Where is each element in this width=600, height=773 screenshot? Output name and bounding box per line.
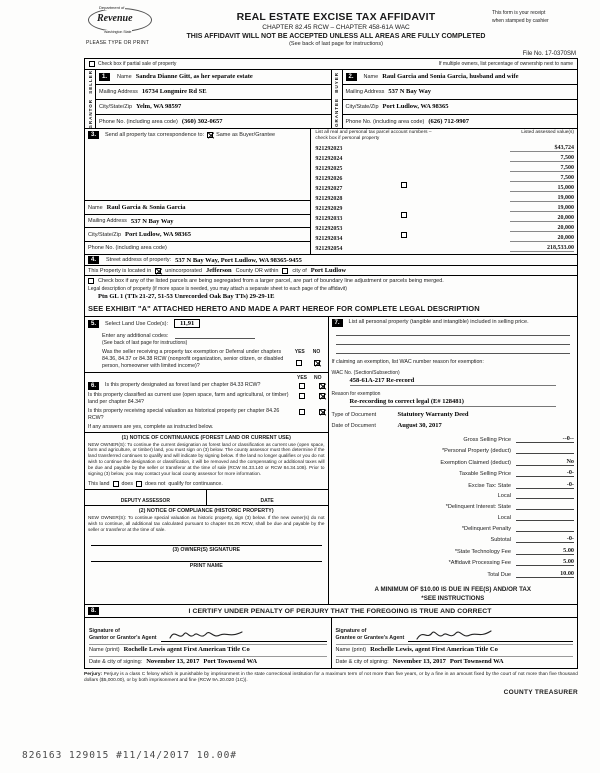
- seller-grantor-section: [85, 70, 332, 128]
- segregated-checkbox[interactable]: [88, 278, 94, 284]
- fee-row: [332, 458, 574, 466]
- parcel-row: [315, 142, 574, 152]
- file-number: File No. 17-0370SM: [522, 51, 576, 57]
- left-column: [85, 317, 329, 604]
- parcel-assessed-value[interactable]: 7,500: [510, 155, 574, 162]
- certify-statement: I CERTIFY UNDER PENALTY OF PERJURY THAT THE FOREGOING IS TRUE AND CORRECT: [188, 607, 492, 615]
- q3-no-checkbox[interactable]: [319, 409, 325, 415]
- parcel-assessed-value[interactable]: 15,000: [510, 185, 574, 192]
- fee-label: Taxable Selling Price: [459, 471, 511, 478]
- receipt-note-line2: when stamped by cashier: [492, 17, 549, 24]
- grantor-signature-label: [89, 628, 157, 642]
- qualify-pre-label: This land: [88, 480, 110, 487]
- personal-property-label: List all personal property (tangible and intangible) included in selling price.: [348, 319, 529, 326]
- parties-row: [85, 69, 577, 128]
- compliance-title: (2) NOTICE OF COMPLIANCE (HISTORIC PROPERTY): [138, 507, 274, 514]
- parcel-row: [315, 192, 574, 202]
- parcel-assessed-value[interactable]: 19,000: [510, 205, 574, 212]
- grantee-name-row: [336, 644, 574, 654]
- header-left: [84, 5, 180, 46]
- fee-label: *Delinquent Penalty: [461, 526, 511, 533]
- parcel-assessed-value[interactable]: 19,000: [510, 195, 574, 202]
- qualify-post-label: qualify for continuance.: [168, 480, 223, 487]
- forest-land-question-text: Is this property designated as forest land per chapter 84.33 RCW?: [105, 382, 261, 389]
- deputy-assessor-row: [85, 489, 328, 505]
- fee-value[interactable]: -0-: [516, 535, 574, 543]
- deputy-assessor-label: DEPUTY ASSESSOR: [120, 497, 170, 504]
- same-as-buyer-label: Same as Buyer/Grantee: [216, 132, 276, 139]
- buyer-city-label: City/State/Zip: [345, 103, 379, 110]
- exemption-reason-value[interactable]: Re-recording to correct legal (E# 128481): [350, 398, 556, 407]
- fee-row: [332, 492, 574, 500]
- buyer-name-label: Name: [363, 73, 379, 80]
- parcel-row: [315, 212, 574, 222]
- q2-yes-checkbox[interactable]: [299, 393, 305, 399]
- see-back-note: (See back of last page for instructions): [289, 41, 383, 47]
- additional-codes-row: [102, 331, 325, 339]
- historic-property-question: [85, 407, 328, 423]
- fee-value[interactable]: [516, 514, 574, 522]
- document-type-row: [332, 411, 574, 418]
- grantee-signature-block: [332, 618, 578, 668]
- fee-value[interactable]: No: [516, 458, 574, 466]
- deputy-assessor-cell: [85, 490, 207, 505]
- current-use-question: [85, 391, 328, 407]
- wac-number-label: WAC No. (Section/Subsection): [331, 370, 400, 377]
- grantee-name-label: Name (print): [335, 647, 367, 654]
- buyer-city-value[interactable]: Port Ludlow, WA 98365: [382, 103, 449, 111]
- grantor-signature-field[interactable]: [161, 626, 327, 642]
- buyer-phone-label: Phone No. (including area code): [345, 118, 425, 125]
- buyer-phone-row: [343, 115, 578, 129]
- fee-value[interactable]: -0-: [516, 481, 574, 489]
- see-back-instructions-note: (See back of last page for instructions): [102, 340, 188, 347]
- correspondence-city-value[interactable]: Port Ludlow, WA 98365: [125, 231, 191, 239]
- section-7-exemption-fees: [329, 317, 577, 604]
- buyer-mailing-row: [343, 85, 578, 100]
- grantee-city-value[interactable]: Port Townsend WA: [449, 658, 504, 666]
- form-body: [84, 58, 578, 669]
- fee-row: [332, 435, 574, 443]
- parcel-number[interactable]: 921292029: [315, 206, 343, 213]
- document-type-value[interactable]: Statutory Warranty Deed: [397, 411, 469, 419]
- correspondence-name-label: Name: [88, 204, 103, 211]
- grantee-date-row: [336, 656, 574, 666]
- buyer-phone-value[interactable]: (626) 712-9907: [428, 118, 470, 125]
- fee-label: Excise Tax: State: [468, 482, 511, 489]
- parcel-row: [315, 222, 574, 232]
- owners-signature-label: (3) OWNER(S) SIGNATURE: [172, 547, 241, 554]
- exemption-reason-field: [332, 391, 574, 407]
- fee-row: [332, 570, 574, 578]
- grantee-signature-label: [336, 628, 405, 642]
- parcel-assessed-value[interactable]: 20,000: [510, 225, 574, 232]
- affidavit-form: [84, 5, 578, 696]
- fee-value[interactable]: 5.00: [516, 558, 574, 566]
- grantee-side-word: GRANTEE: [334, 97, 339, 127]
- continuance-qualify-row: [85, 479, 328, 489]
- q1-no-checkbox[interactable]: [319, 383, 325, 389]
- seller-mailing-value[interactable]: 16734 Longmire Rd SE: [141, 88, 207, 96]
- seller-city-label: City/State/Zip: [99, 103, 133, 110]
- header-center: [180, 8, 492, 47]
- logo-state-text: Washington State: [104, 30, 132, 34]
- correspondence-mailing-row: [85, 214, 310, 228]
- parcel-number[interactable]: 921292025: [315, 166, 343, 173]
- parcel-assessed-value[interactable]: 7,500: [510, 175, 574, 182]
- section-6-badge: 6.: [88, 382, 99, 390]
- fee-value[interactable]: [516, 447, 574, 455]
- document-date-row: [332, 422, 574, 429]
- parcel-assessed-value[interactable]: 218,533.00: [510, 245, 574, 252]
- exemption-no-checkbox[interactable]: [314, 360, 320, 366]
- buyer-mailing-label: Mailing Address: [345, 88, 385, 95]
- parcel-number[interactable]: 921292033: [315, 216, 343, 223]
- personal-property-blank-line[interactable]: [336, 327, 570, 336]
- personal-property-checkbox[interactable]: [401, 232, 407, 238]
- section-4-badge: 4.: [88, 256, 99, 264]
- additional-codes-blank[interactable]: [175, 331, 255, 339]
- grantor-agent-label: Grantor or Grantor's Agent: [89, 635, 157, 642]
- does-not-qualify-checkbox[interactable]: [136, 481, 142, 487]
- signature-of-label: Signature of: [335, 628, 367, 635]
- fee-row: [332, 503, 574, 511]
- continuance-title: (1) NOTICE OF CONTINUANCE (FOREST LAND OR CURRENT USE): [121, 434, 291, 441]
- land-use-code-value[interactable]: 11,91: [174, 319, 200, 328]
- exemption-note: If claiming an exemption, list WAC number reason for exemption:: [331, 359, 484, 366]
- right-column: [329, 317, 577, 604]
- fee-value[interactable]: 10.00: [516, 570, 574, 578]
- signature-of-label: Signature of: [89, 628, 120, 635]
- assessor-date-cell: [207, 490, 328, 505]
- grantee-date-value[interactable]: November 13, 2017: [392, 658, 446, 666]
- fee-row: [332, 535, 574, 543]
- print-name-line[interactable]: [91, 561, 322, 562]
- does-label: does: [121, 480, 133, 487]
- notice-of-compliance: [85, 505, 328, 535]
- document-date-label: Date of Document: [331, 423, 376, 430]
- exhibit-a-note: SEE EXHIBIT "A" ATTACHED HERETO AND MADE A PART HEREOF FOR COMPLETE LEGAL DESCRIPTION: [88, 304, 480, 314]
- fee-value[interactable]: [516, 525, 574, 533]
- same-as-buyer-checkbox[interactable]: [207, 132, 213, 138]
- notice-of-continuance: [85, 432, 328, 479]
- seller-phone-row: [96, 115, 331, 129]
- additional-codes-label: Enter any additional codes:: [102, 333, 169, 340]
- receipt-note: [492, 8, 578, 25]
- grantor-date-row: [89, 656, 327, 666]
- form-header: [84, 5, 578, 47]
- correspondence-mailing-label: Mailing Address: [88, 218, 127, 225]
- seller-city-row: [96, 100, 331, 115]
- no-header: NO: [314, 375, 322, 382]
- fee-row: [332, 525, 574, 533]
- logo-revenue-text: Revenue: [97, 13, 133, 24]
- street-address-label: Street address of property:: [106, 257, 172, 264]
- land-use-label: Select Land Use Code(s):: [105, 320, 168, 327]
- top-row: [85, 59, 577, 69]
- parcel-assessed-value[interactable]: 20,000: [510, 235, 574, 242]
- segregated-label: Check box if any of the listed parcels are being segregated from a larger parcel, are part of boundary line adjustment or parcels being merged.: [98, 277, 444, 284]
- seller-phone-label: Phone No. (including area code): [99, 118, 178, 125]
- fee-label: *Personal Property (deduct): [441, 448, 511, 455]
- buyer-name-row: [343, 70, 578, 85]
- see-instructions-note: *SEE INSTRUCTIONS: [421, 595, 485, 603]
- grantee-signature-field[interactable]: [408, 626, 573, 642]
- parcel-number[interactable]: 921292054: [315, 246, 343, 253]
- fee-label: Subtotal: [490, 537, 511, 544]
- legal-description-block: [85, 285, 577, 302]
- unincorporated-label: unincorporated: [165, 267, 202, 274]
- county-treasurer-label: COUNTY TREASURER: [503, 688, 578, 696]
- grantor-name-row: [89, 644, 327, 654]
- seller-phone-value[interactable]: (360) 302-0657: [181, 118, 223, 125]
- fee-row: [332, 481, 574, 489]
- fee-row: [332, 447, 574, 455]
- grantor-signature-block: [85, 618, 332, 668]
- section-8-certification: [85, 604, 577, 668]
- minimum-due-note: A MINIMUM OF $10.00 IS DUE IN FEE(S) AND/OR TAX: [374, 586, 532, 594]
- section-8-badge: 8.: [88, 607, 99, 615]
- buyer-grantee-section: [332, 70, 578, 128]
- yes-header: YES: [297, 375, 308, 382]
- parcel-row: [315, 202, 574, 212]
- segregated-row: [85, 276, 577, 285]
- partial-sale-label: Check box if partial sale of property: [98, 61, 177, 67]
- seller-side-word: SELLER: [87, 70, 93, 94]
- parcel-number[interactable]: 921292026: [315, 176, 343, 183]
- parcel-number[interactable]: 921292027: [315, 186, 343, 193]
- fee-label: Gross Selling Price: [463, 437, 511, 444]
- section-5-land-use: [85, 317, 328, 373]
- owners-signature-block: [85, 534, 328, 571]
- fee-row: [332, 547, 574, 555]
- parcel-assessed-value[interactable]: 7,500: [510, 165, 574, 172]
- grantor-side-word: GRANTOR: [87, 98, 93, 129]
- receipt-note-line1: This form is your receipt: [492, 10, 546, 16]
- street-address-value[interactable]: 537 N Bay Way, Port Ludlow, WA 98365-9455: [175, 256, 302, 264]
- fee-value[interactable]: -0-: [516, 469, 574, 477]
- fee-value[interactable]: 5.00: [516, 547, 574, 555]
- document-type-label: Type of Document: [331, 412, 377, 419]
- if-yes-note: If any answers are yes, complete as instructed below.: [88, 423, 214, 430]
- buyer-grantee-side-label: [332, 70, 343, 128]
- q3-yes-checkbox[interactable]: [299, 409, 305, 415]
- seller-name-row: [96, 70, 331, 85]
- form-chapter: CHAPTER 82.45 RCW – CHAPTER 458-61A WAC: [262, 24, 410, 31]
- perjury-statement: [84, 672, 578, 684]
- street-address-row: [85, 255, 577, 266]
- current-use-question-text: Is this property classified as current use (open space, farm and agricultural, or timber) land per chapter 84.34?: [88, 392, 289, 405]
- wac-number-field: [332, 370, 574, 386]
- grantor-name-value[interactable]: Rochelle Lewis agent First American Title Co: [123, 646, 250, 654]
- fee-table: [332, 435, 574, 581]
- document-date-value[interactable]: August 30, 2017: [397, 422, 442, 430]
- section-1-badge: 1.: [99, 73, 110, 81]
- middle-columns: [85, 316, 577, 604]
- personal-property-blank-line[interactable]: [336, 345, 570, 354]
- parcel-assessed-value[interactable]: 20,000: [510, 215, 574, 222]
- form-title: REAL ESTATE EXCISE TAX AFFIDAVIT: [236, 11, 436, 23]
- located-in-row: [85, 266, 577, 276]
- parcel-row: [315, 182, 574, 192]
- buyer-mailing-value[interactable]: 537 N Bay Way: [388, 88, 432, 96]
- parcel-number[interactable]: 921292034: [315, 236, 343, 243]
- fee-label: *Affidavit Processing Fee: [448, 560, 511, 567]
- section-6-classification: [85, 373, 328, 604]
- no-header: NO: [312, 349, 321, 356]
- city-checkbox[interactable]: [282, 268, 288, 274]
- seller-name-label: Name: [117, 73, 132, 80]
- fee-label: Total Due: [487, 571, 511, 578]
- parcel-number[interactable]: 921292024: [315, 156, 343, 163]
- parcel-list-header: List all real and personal tax parcel account numbers – check box if personal property: [315, 130, 432, 141]
- exemption-reason-label: Reason for exemption: [331, 391, 381, 398]
- seller-mailing-row: [96, 85, 331, 100]
- buyer-name-value[interactable]: Raul Garcia and Sonia Garcia, husband and wife: [382, 73, 519, 81]
- legal-description-value[interactable]: Ptn GL 1 (TTs 21-27, 51-53 Unrecorded Oak Bay TTs) 29-29-1E: [98, 293, 275, 301]
- does-qualify-checkbox[interactable]: [113, 481, 119, 487]
- buyer-side-word: BUYER: [334, 71, 339, 93]
- correspondence-city-row: [85, 227, 310, 241]
- dept-of-revenue-logo-icon: [88, 5, 152, 34]
- grantee-name-value[interactable]: Rochelle Lewis, agent First American Title Co: [370, 646, 498, 654]
- perjury-text: Perjury is a class C felony which is punishable by imprisonment in the state correctional institution for a maximum term of not more than five years, or by a fine in an amount fixed by the court of not more than five thousand dollars ($5,000.00), or by both imprisonment and fine (RCW 9A.20.020 (1C)).: [84, 672, 578, 684]
- perjury-label: Perjury:: [84, 672, 103, 678]
- grantor-date-label: Date & city of signing:: [89, 659, 143, 666]
- correspondence-mailing-value[interactable]: 537 N Bay Way: [130, 217, 174, 225]
- located-in-label: This Property is located in: [88, 267, 152, 274]
- grantor-city-value[interactable]: Port Townsend WA: [203, 658, 258, 666]
- parcel-row: [315, 152, 574, 162]
- correspondence-name-row: [85, 200, 310, 214]
- parcel-number[interactable]: 921292023: [315, 146, 343, 153]
- seller-name-value[interactable]: Sandra Dianne Gitt, as her separate estate: [135, 73, 253, 81]
- parcel-row: [315, 242, 574, 252]
- correspondence-recipient: [85, 129, 311, 254]
- grantor-signature-icon: [167, 627, 247, 643]
- tax-exemption-question: [88, 349, 325, 370]
- treasurer-receipt-stamp: 826163 129015 #11/14/2017 10.00#: [22, 750, 238, 761]
- assessed-values-header: Listed assessed value(s): [521, 130, 574, 136]
- grantor-name-label: Name (print): [89, 647, 120, 654]
- buyer-city-row: [343, 100, 578, 115]
- fee-label: *State Technology Fee: [454, 548, 511, 555]
- fee-label: Exemption Claimed (deduct): [440, 459, 511, 466]
- please-type-or-print-label: PLEASE TYPE OR PRINT: [86, 40, 150, 46]
- compliance-text: NEW OWNER(S): To continue special valuation as historic property, sign (3) below. If the new owner(s) do not wish to continue, all additional tax calculated pursuant to chapter 84.26 RCW, shall be due and payable by the seller or transferor at the time of sale.: [88, 514, 325, 532]
- legal-description-label: Legal description of property (if more space is needed, you may attach a separate sheet to each page of the affidavit): [88, 286, 347, 293]
- multiple-owners-note: If multiple owners, list percentage of ownership next to name: [438, 61, 573, 67]
- parcel-number[interactable]: 921292053: [315, 226, 343, 233]
- city-value[interactable]: Port Ludlow: [310, 267, 347, 275]
- correspondence-phone-label: Phone No. (including area code): [88, 245, 167, 252]
- county-or-label: County OR within: [235, 267, 279, 274]
- personal-property-checkbox[interactable]: [401, 182, 407, 188]
- assessor-date-label: DATE: [260, 497, 274, 504]
- unincorporated-checkbox[interactable]: [155, 268, 161, 274]
- fee-row: [332, 514, 574, 522]
- correspondence-city-label: City/State/Zip: [88, 231, 122, 238]
- city-of-label: city of: [292, 267, 307, 274]
- send-correspondence-label: Send all property tax correspondence to:: [105, 132, 205, 139]
- partial-sale-checkbox[interactable]: [89, 61, 95, 67]
- does-not-label: does not: [145, 480, 166, 487]
- grantee-agent-label: Grantee or Grantee's Agent: [335, 635, 405, 642]
- county-value[interactable]: Jefferson: [205, 267, 232, 275]
- grantee-signature-icon: [414, 627, 494, 643]
- continuance-text: NEW OWNER(S): To continue the current designation as forest land or classification as current use (open space, farm and agriculture, or timber) land, you must sign on (3) below. The county assessor must then determine if the land transferred continues to qualify and will indicate by signing below. If the land no longer qualifies or you do not wish to continue the designation or classification, it will be removed and the compensating or additional taxes will be due and payable by the seller or transferor at the time of sale (RCW 84.33.140 or RCW 84.34.108). Prior to signing (3) below, you may contact your local county assessor for more information.: [88, 441, 325, 476]
- section-7-badge: 7.: [332, 319, 343, 327]
- fee-label: Local: [497, 493, 511, 500]
- parcel-list: [311, 129, 577, 254]
- logo-dept-text: Department of: [99, 5, 125, 10]
- fee-value[interactable]: [516, 492, 574, 500]
- seller-city-value[interactable]: Yelm, WA 98597: [136, 103, 182, 111]
- personal-property-blank-line[interactable]: [336, 336, 570, 345]
- q2-no-checkbox[interactable]: [319, 393, 325, 399]
- print-name-label: PRINT NAME: [189, 563, 223, 570]
- parcel-row: [315, 172, 574, 182]
- parcel-assessed-value[interactable]: $43,724: [510, 145, 574, 152]
- historic-property-question-text: Is this property receiving special valuation as historical property per chapter 84.26 RCW?: [88, 407, 280, 421]
- fee-label: *Delinquent Interest: State: [445, 504, 511, 511]
- owners-signature-line[interactable]: [91, 545, 322, 546]
- fee-label: Local: [497, 515, 511, 522]
- parcel-row: [315, 162, 574, 172]
- correspondence-name-value[interactable]: Raul Garcia & Sonia Garcia: [106, 204, 186, 212]
- seller-grantor-side-label: [85, 70, 96, 128]
- fee-value[interactable]: --0--: [516, 435, 574, 443]
- parcel-number[interactable]: 921292028: [315, 196, 343, 203]
- grantee-date-label: Date & city of signing:: [335, 659, 389, 666]
- personal-property-checkbox[interactable]: [401, 212, 407, 218]
- correspondence-phone-row: [85, 241, 310, 255]
- yes-header: YES: [294, 349, 305, 356]
- parcel-row: [315, 232, 574, 242]
- tax-exemption-question-text: Was the seller receiving a property tax exemption or Deferral under chapters 84.36, 84.37 or 84.38 RCW (nonprofit organization, senior citizen, or disabled person, homeowner with limited income)?: [102, 349, 284, 370]
- fee-row: [332, 558, 574, 566]
- section-3-badge: 3.: [88, 131, 99, 139]
- section-2-badge: 2.: [346, 73, 357, 81]
- wac-number-value[interactable]: 458-61A-217 Re-record: [350, 377, 556, 386]
- grantor-date-value[interactable]: November 13, 2017: [146, 658, 200, 666]
- exemption-yes-checkbox[interactable]: [296, 360, 302, 366]
- section-3-tax-correspondence: [85, 128, 577, 254]
- form-warning: THIS AFFIDAVIT WILL NOT BE ACCEPTED UNLESS ALL AREAS ARE FULLY COMPLETED: [186, 33, 486, 40]
- seller-mailing-label: Mailing Address: [99, 88, 138, 95]
- forest-land-question: [85, 381, 328, 391]
- section-5-badge: 5.: [88, 320, 99, 328]
- q1-yes-checkbox[interactable]: [299, 383, 305, 389]
- section-4-property-location: [85, 254, 577, 316]
- fee-value[interactable]: [516, 503, 574, 511]
- fee-row: [332, 469, 574, 477]
